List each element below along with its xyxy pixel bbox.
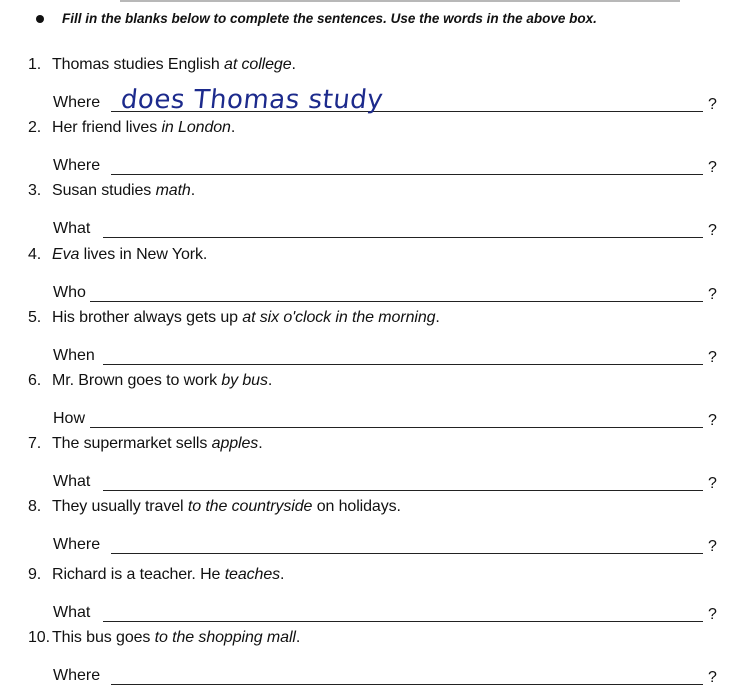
answer-blank[interactable] bbox=[103, 215, 703, 238]
question-mark: ? bbox=[708, 96, 717, 113]
answer-row bbox=[53, 214, 723, 240]
sentence-text: This bus goes bbox=[52, 629, 155, 646]
answer-row bbox=[53, 278, 723, 304]
item-number: 3. bbox=[28, 182, 42, 199]
answer-blank[interactable] bbox=[103, 342, 703, 365]
sentence-emphasis: to the countryside bbox=[187, 498, 313, 515]
sentence bbox=[28, 372, 272, 390]
sentence-text: They usually travel bbox=[52, 498, 188, 515]
sentence bbox=[28, 498, 401, 516]
sentence-text-end: . bbox=[258, 435, 263, 452]
sentence-text-end: . bbox=[295, 629, 301, 646]
sentence-emphasis: apples bbox=[211, 435, 259, 452]
item-number: 4. bbox=[28, 246, 42, 263]
question-word: When bbox=[53, 347, 95, 364]
answer-row bbox=[53, 661, 723, 687]
answer-blank[interactable] bbox=[111, 531, 703, 554]
question-word: What bbox=[53, 604, 91, 621]
sentence-emphasis: at college bbox=[224, 56, 292, 73]
question-mark: ? bbox=[708, 349, 717, 366]
question-word: Where bbox=[53, 667, 101, 684]
answer-row bbox=[53, 467, 723, 493]
sentence-emphasis: math bbox=[155, 182, 191, 199]
sentence-text-end: . bbox=[190, 182, 196, 199]
sentence-text: Thomas studies English bbox=[52, 56, 225, 73]
answer-row bbox=[53, 151, 723, 177]
answer-blank[interactable] bbox=[111, 152, 703, 175]
question-word: Where bbox=[53, 536, 101, 553]
sentence-text: Mr. Brown goes to work bbox=[52, 372, 222, 389]
item-number: 7. bbox=[28, 435, 42, 452]
question-mark: ? bbox=[708, 606, 717, 623]
bullet-icon bbox=[36, 15, 44, 23]
sentence bbox=[28, 56, 296, 74]
sentence-emphasis: by bus bbox=[221, 372, 268, 389]
answer-row bbox=[53, 404, 723, 430]
question-mark: ? bbox=[708, 286, 717, 303]
question-mark: ? bbox=[708, 159, 717, 176]
answer-row bbox=[53, 598, 723, 624]
sentence-emphasis: in London bbox=[161, 119, 231, 136]
answer-row bbox=[53, 341, 723, 367]
item-number: 10. bbox=[28, 629, 50, 646]
sentence bbox=[28, 435, 263, 453]
answer-blank[interactable] bbox=[111, 662, 703, 685]
sentence-text: The supermarket sells bbox=[52, 435, 212, 452]
sentence-text: Susan studies bbox=[52, 182, 156, 199]
sentence-text-end: . bbox=[230, 119, 236, 136]
question-mark: ? bbox=[708, 538, 717, 555]
sentence bbox=[28, 246, 207, 264]
question-mark: ? bbox=[708, 412, 717, 429]
answer-row bbox=[53, 85, 723, 115]
question-word: Where bbox=[53, 94, 101, 111]
answer-blank[interactable] bbox=[90, 279, 703, 302]
sentence-text-end: . bbox=[267, 372, 273, 389]
top-divider bbox=[120, 0, 680, 2]
answer-blank[interactable] bbox=[90, 405, 703, 428]
sentence-text-end: lives in New York. bbox=[79, 246, 208, 263]
question-word: Who bbox=[53, 284, 86, 301]
instruction-text: Fill in the blanks below to complete the sentences. Use the words in the above box. bbox=[62, 11, 597, 26]
sentence-emphasis: to the shopping mall bbox=[154, 629, 296, 646]
answer-row bbox=[53, 530, 723, 556]
sentence-text: Her friend lives bbox=[52, 119, 162, 136]
question-mark: ? bbox=[708, 475, 717, 492]
question-mark: ? bbox=[708, 669, 717, 686]
sentence bbox=[28, 629, 300, 647]
sentence bbox=[28, 566, 284, 584]
answer-blank[interactable] bbox=[103, 599, 703, 622]
item-number: 1. bbox=[28, 56, 42, 73]
question-mark: ? bbox=[708, 222, 717, 239]
handwritten-answer: does Thomas study bbox=[119, 85, 385, 115]
item-number: 8. bbox=[28, 498, 42, 515]
question-word: What bbox=[53, 473, 91, 490]
question-word: What bbox=[53, 220, 91, 237]
sentence bbox=[28, 119, 235, 137]
sentence-text-end: . bbox=[291, 56, 296, 73]
item-number: 9. bbox=[28, 566, 42, 583]
sentence-emphasis: teaches bbox=[224, 566, 281, 583]
sentence bbox=[28, 182, 195, 200]
sentence-text-end: . bbox=[280, 566, 285, 583]
sentence-text: Richard is a teacher. He bbox=[52, 566, 225, 583]
question-word: How bbox=[53, 410, 86, 427]
instruction bbox=[34, 11, 597, 26]
sentence-emphasis: at six o'clock in the morning bbox=[242, 309, 436, 326]
sentence-text-end: on holidays. bbox=[312, 498, 401, 515]
sentence-text: His brother always gets up bbox=[52, 309, 243, 326]
sentence bbox=[28, 309, 440, 327]
item-number: 5. bbox=[28, 309, 42, 326]
item-number: 2. bbox=[28, 119, 42, 136]
answer-blank[interactable] bbox=[103, 468, 703, 491]
sentence-emphasis: Eva bbox=[52, 246, 80, 263]
item-number: 6. bbox=[28, 372, 42, 389]
question-word: Where bbox=[53, 157, 101, 174]
sentence-text-end: . bbox=[435, 309, 440, 326]
